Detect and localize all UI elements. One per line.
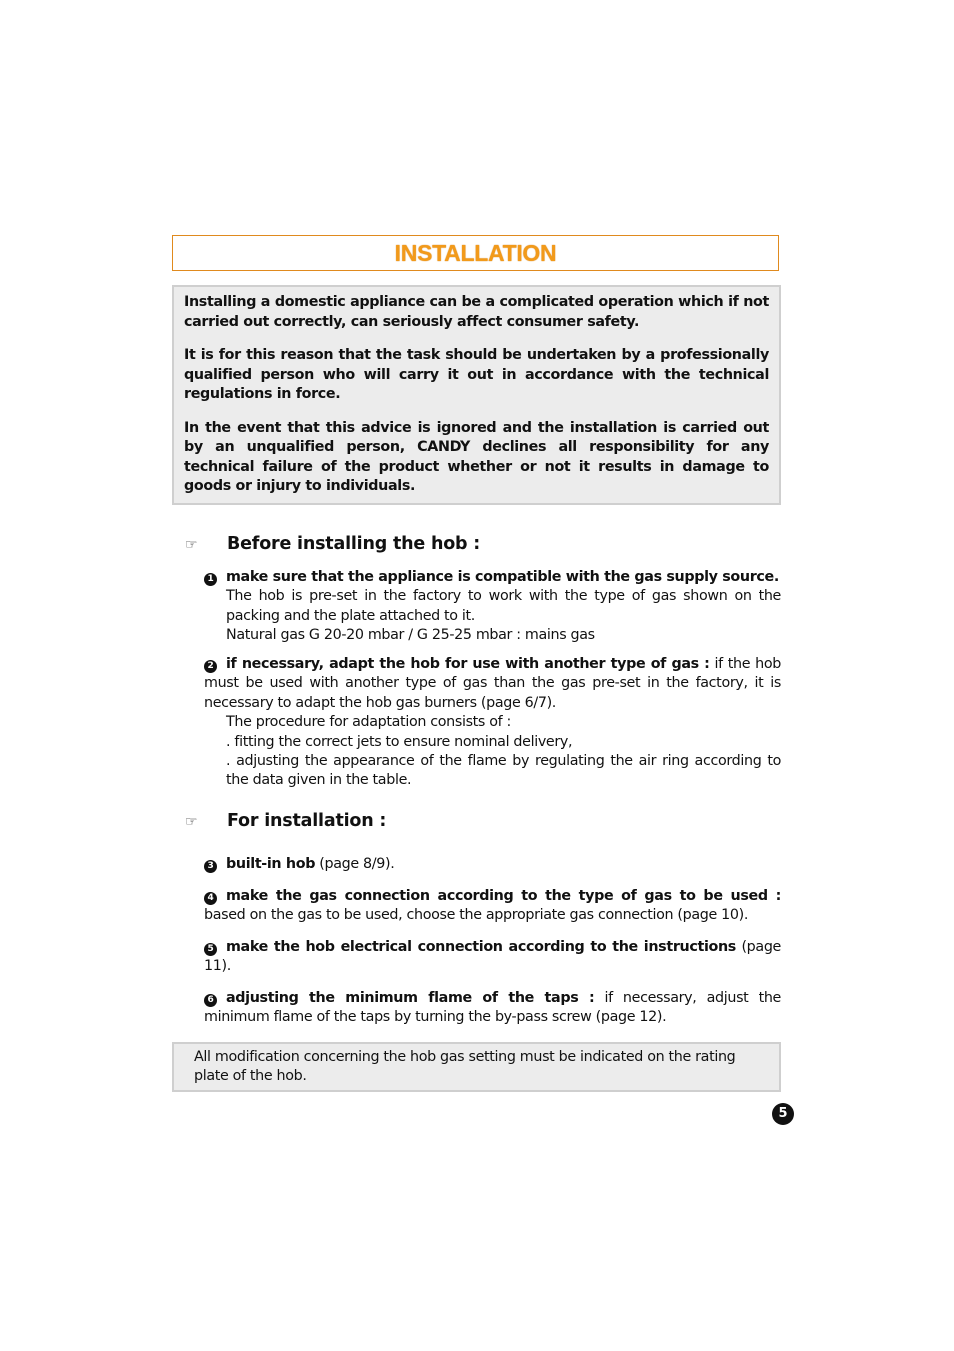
step-4 — [204, 887, 781, 926]
step-1 — [204, 568, 781, 646]
step-3-title: built-in hob — [226, 856, 316, 872]
title-box — [172, 235, 779, 271]
step-2-text: if the hob must be used with another type of gas than the gas pre-set in the factory, it is necessary to adapt the hob gas burners (page 6/7). — [204, 656, 782, 711]
safety-warning-box — [172, 285, 781, 505]
step-2-title: if necessary, adapt the hob for use with another type of gas : — [226, 656, 710, 672]
step-4-title: make the gas connection according to the type of gas to be used : — [226, 888, 781, 904]
step-number-badge: 6 — [204, 994, 217, 1007]
step-1-text: The hob is pre-set in the factory to work with the type of gas shown on the packing and the plate attached to it. — [226, 588, 781, 624]
step-number-badge: 4 — [204, 892, 217, 905]
step-number-badge: 2 — [204, 660, 217, 673]
step-1-title: make sure that the appliance is compatible with the gas supply source. — [226, 569, 779, 585]
step-6-text: if necessary, adjust the minimum flame of the taps by turning the by-pass screw (page 12). — [204, 990, 781, 1026]
section-heading-before-installing: ☞ Before installing the hob : — [185, 534, 481, 554]
procedure-intro: The procedure for adaptation consists of : — [226, 714, 511, 731]
step-5 — [204, 938, 781, 977]
step-5-title: make the hob electrical connection according to the instructions — [226, 939, 736, 955]
step-6-title: adjusting the minimum flame of the taps : — [226, 990, 595, 1006]
gas-type-spec: Natural gas G 20-20 mbar / G 25-25 mbar : mains gas — [226, 627, 595, 644]
pointing-hand-icon: ☞ — [185, 537, 198, 553]
step-6 — [204, 989, 781, 1028]
warning-paragraph-3: In the event that this advice is ignored and the installation is carried out by an unqualified person, CANDY declines all responsibility for any technical failure of the product whether or not it results in damage to goods or injury to individuals. — [184, 419, 769, 494]
page-title: INSTALLATION — [394, 240, 557, 266]
warning-paragraph-1: Installing a domestic appliance can be a complicated operation which if not carried out correctly, can seriously affect consumer safety. — [184, 294, 769, 330]
step-4-text: based on the gas to be used, choose the appropriate gas connection (page 10). — [204, 907, 749, 924]
step-number-badge: 3 — [204, 860, 217, 873]
page-number-badge: 5 — [772, 1103, 794, 1125]
warning-paragraph-2: It is for this reason that the task should be undertaken by a professionally qualified person who will carry it out in accordance with the technical regulations in force. — [184, 347, 769, 402]
step-3 — [204, 855, 781, 874]
rating-plate-note: All modification concerning the hob gas setting must be indicated on the rating plate of the hob. — [172, 1042, 781, 1092]
step-number-badge: 1 — [204, 573, 217, 586]
step-5-text: (page 11). — [204, 939, 781, 975]
step-number-badge: 5 — [204, 943, 217, 956]
section-heading-for-installation: ☞ For installation : — [185, 811, 387, 831]
step-2 — [204, 655, 781, 791]
pointing-hand-icon: ☞ — [185, 814, 198, 830]
step-3-text: (page 8/9). — [315, 856, 395, 872]
procedure-step-1: . fitting the correct jets to ensure nominal delivery, — [226, 733, 573, 750]
procedure-step-2: . adjusting the appearance of the flame by regulating the air ring according to the data given in the table. — [226, 753, 781, 789]
